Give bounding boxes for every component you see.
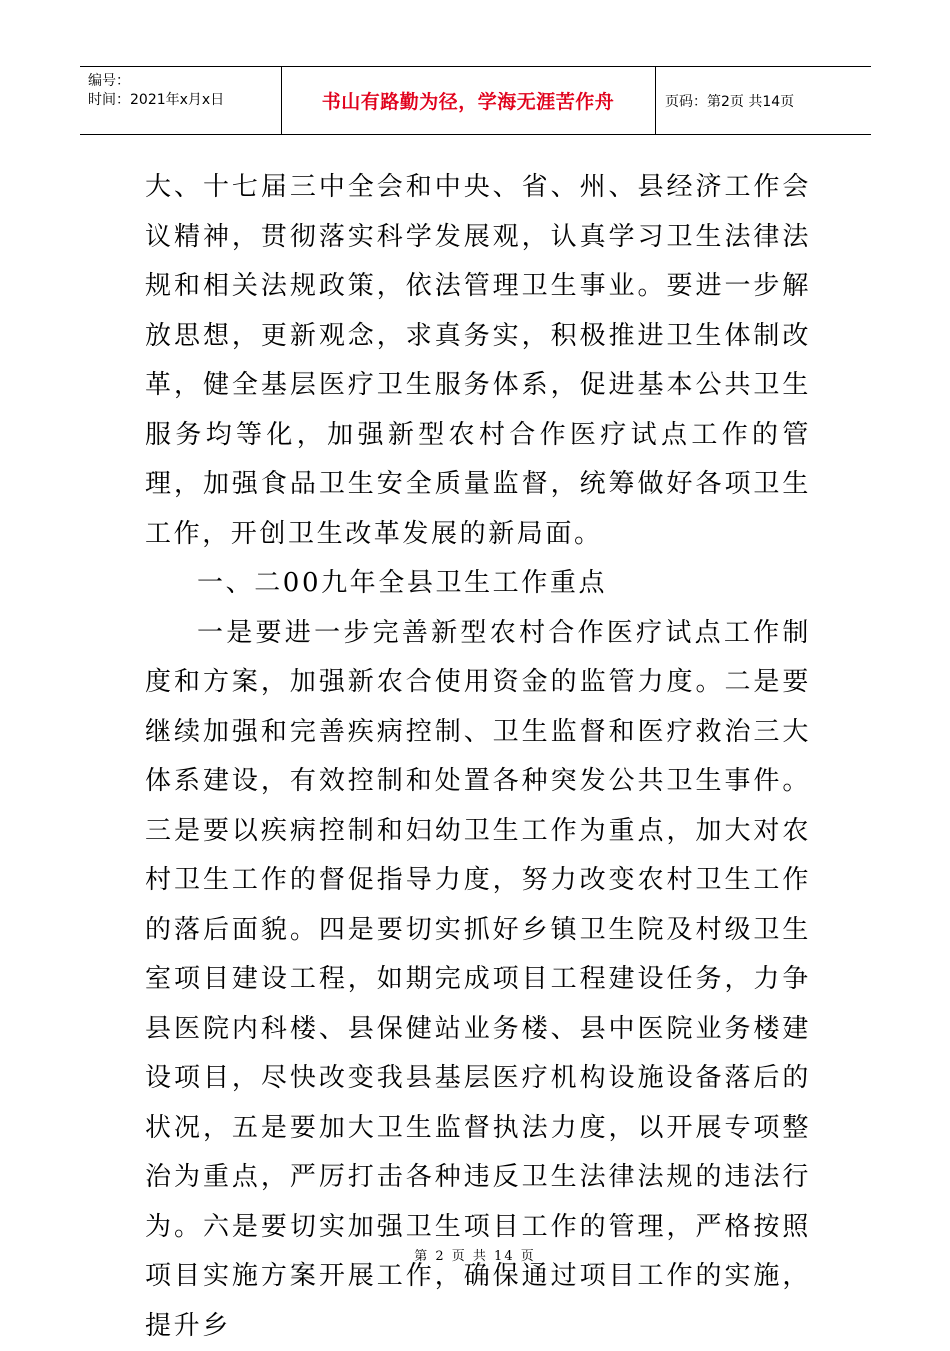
paragraph-continuation: 大、十七届三中全会和中央、省、州、县经济工作会议精神，贯彻落实科学发展观，认真学习卫生法律法规和相关法规政策，依法管理卫生事业。要进一步解放思想，更新观念，求真务实，积极推进卫生体制改革，健全基层医疗卫生服务体系，促进基本公共卫生服务均等化，加强新型农村合作医疗试点工作的管理，加强食品卫生安全质量监督，统筹做好各项卫生工作，开创卫生改革发展的新局面。: [145, 163, 811, 559]
document-number-label: 编号：: [88, 72, 224, 91]
header-motto: 书山有路勤为径，学海无涯苦作舟: [281, 66, 655, 135]
header-bottom-rule: [80, 134, 871, 135]
header-page-info: 页码：第2页 共14页: [665, 66, 794, 135]
page-footer: 第 2 页 共 14 页: [0, 1245, 950, 1264]
header-divider-right: [655, 66, 656, 135]
document-time-label: 时间：2021年x月x日: [88, 91, 224, 110]
paragraph-work-priorities: 一是要进一步完善新型农村合作医疗试点工作制度和方案，加强新农合使用资金的监管力度。二是要继续加强和完善疾病控制、卫生监督和医疗救治三大体系建设，有效控制和处置各种突发公共卫生事件。三是要以疾病控制和妇幼卫生工作为重点，加大对农村卫生工作的督促指导力度，努力改变农村卫生工作的落后面貌。四是要切实抓好乡镇卫生院及村级卫生室项目建设工程，如期完成项目工程建设任务，力争县医院内科楼、县保健站业务楼、县中医院业务楼建设项目，尽快改变我县基层医疗机构设施设备落后的状况，五是要加大卫生监督执法力度，以开展专项整治为重点，严厉打击各种违反卫生法律法规的违法行为。六是要切实加强卫生项目工作的管理，严格按照项目实施方案开展工作，确保通过项目工作的实施，提升乡: [145, 609, 811, 1351]
document-body: [145, 163, 811, 1351]
section-heading: 一、二00九年全县卫生工作重点: [145, 559, 811, 609]
page-header: [80, 66, 871, 136]
header-meta: [88, 72, 224, 110]
